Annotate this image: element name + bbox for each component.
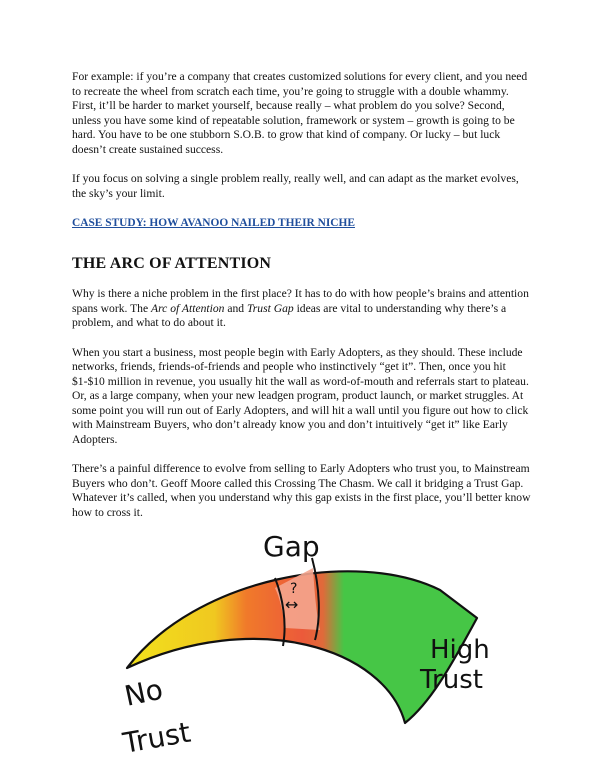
paragraph-single-problem: If you focus on solving a single problem really, really well, and can adapt as the market evolves, the sky’s your limit. <box>72 172 519 200</box>
body-text <box>72 70 532 535</box>
section-heading: THE ARC OF ATTENTION <box>72 254 272 272</box>
p3-term-trust-gap: Trust Gap <box>246 301 294 315</box>
case-study-link[interactable]: CASE STUDY: HOW AVANOO NAILED THEIR NICHE <box>72 216 355 229</box>
high-trust-label-trust: Trust <box>420 665 483 695</box>
gap-label: Gap <box>263 530 320 563</box>
gap-arrow-icon: ↔ <box>285 595 299 614</box>
paragraph-trust-gap: There’s a painful difference to evolve from selling to Early Adopters who trust you, to Mainstream Buyers who don’t. Geoff Moore called this Crossing The Chasm. We call it bridging a Trust Gap. Whatever it’s called, when you understand why this gap exists in the first place, you’ll better know how to cross it. <box>72 462 531 520</box>
gap-question-mark: ? <box>290 581 298 597</box>
paragraph-niche-problem <box>72 287 532 331</box>
paragraph-customized-solutions: For example: if you’re a company that creates customized solutions for every client, and you need to recreate the wheel from scratch each time, you’re going to struggle with a double whammy. First, it’ll be harder to market yourself, because really – what problem do you solve? Second, unless you have some kind of repeatable solution, framework or system – growth is going to be hard. You have to be one stubborn S.O.B. to grow that kind of company. Or lucky – but luck doesn’t create sustained success. <box>72 70 528 156</box>
paragraph-early-adopters: When you start a business, most people begin with Early Adopters, as they should. These include networks, friends, friends-of-friends and people who instinctively “get it”. Then, once you hit $1-$10 million in revenue, you usually hit the wall as word-of-mouth and referrals start to plateau. Or, as a large company, when your new leadgen program, product launch, or market struggles. At some point you will run out of Early Adopters, and will hit a wall until you figure out how to click with Mainstream Buyers, who don’t already know you and don’t intuitively “get it” like Early Adopters. <box>72 345 529 447</box>
high-trust-label-high: High <box>430 635 490 665</box>
no-trust-label-no: No <box>121 672 166 713</box>
p3-text-a: Why is there a niche problem in the first place? It has to do with how people’s brains and attention spans work. The <box>72 287 529 315</box>
p3-term-arc: Arc of Attention <box>151 301 225 315</box>
p3-text-e: ideas are vital to understanding why there’s a problem, and what to do about it. <box>72 301 507 330</box>
no-trust-label-trust: Trust <box>120 715 193 760</box>
p3-text-c: and <box>224 301 247 315</box>
arc-of-attention-figure <box>105 528 505 776</box>
